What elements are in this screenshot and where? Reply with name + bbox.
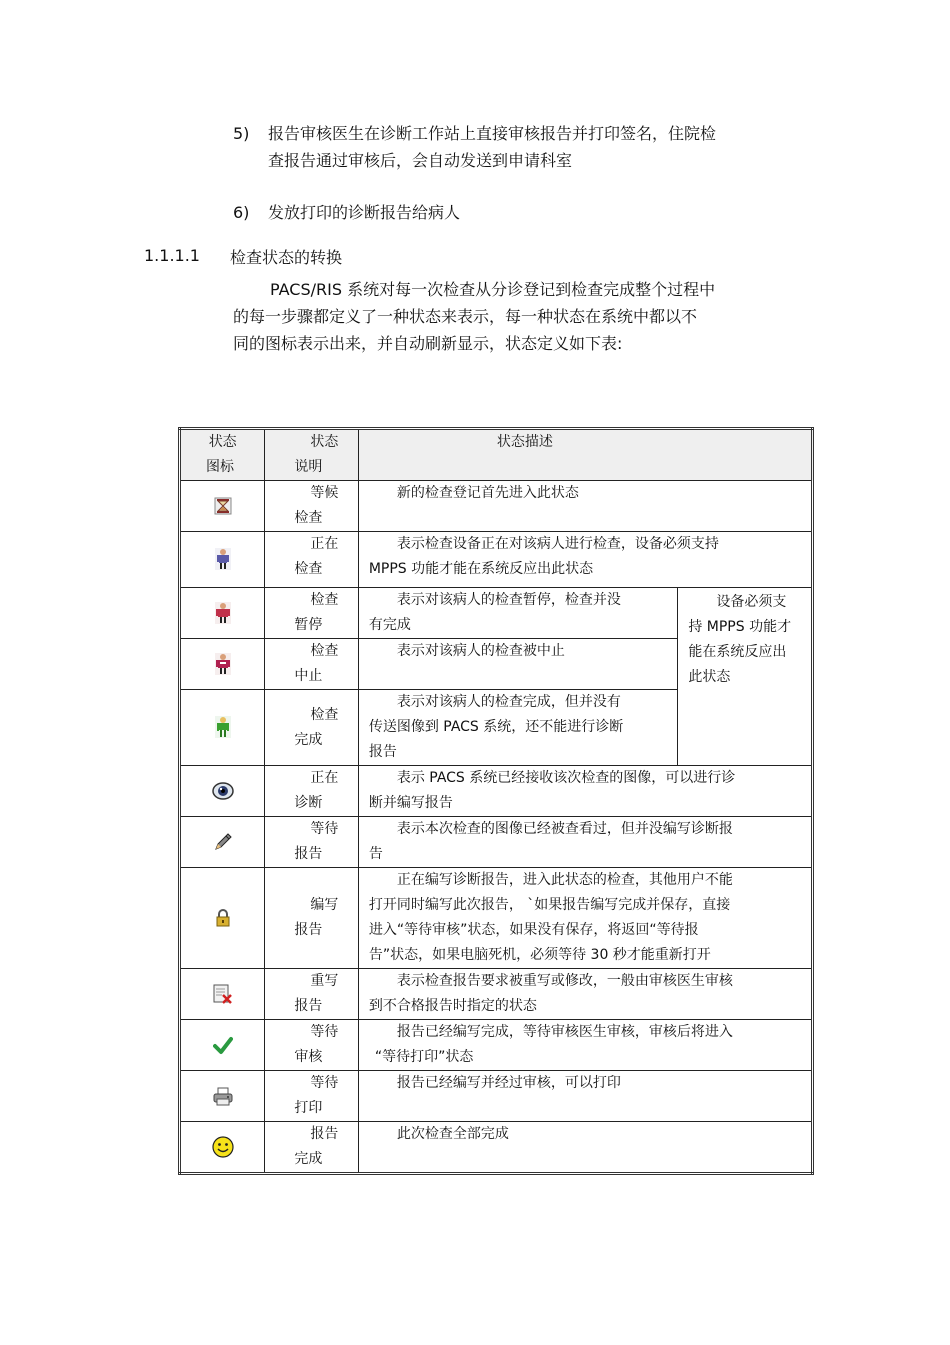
icon-cell bbox=[180, 1071, 265, 1122]
desc-line-1: 表示检查报告要求被重写或修改，一般由审核医生审核 bbox=[396, 973, 733, 989]
side-note-line-3: 能在系统反应出 bbox=[688, 644, 787, 660]
desc-cell bbox=[358, 639, 678, 690]
icon-cell bbox=[180, 639, 265, 690]
desc-line-2: 告 bbox=[368, 846, 383, 862]
label-line-1: 等待 bbox=[310, 1075, 339, 1091]
icon-cell bbox=[180, 766, 265, 817]
label-cell bbox=[265, 1020, 358, 1071]
label-line-1: 重写 bbox=[310, 973, 339, 989]
label-line-2: 报告 bbox=[294, 922, 323, 938]
label-line-2: 中止 bbox=[294, 668, 323, 684]
side-note-line-2: 持 MPPS 功能才 bbox=[688, 619, 792, 635]
item-5-text bbox=[268, 120, 716, 174]
desc-line-3: 报告 bbox=[368, 744, 397, 760]
label-line-2: 报告 bbox=[294, 846, 323, 862]
table-row bbox=[180, 969, 813, 1020]
desc-cell bbox=[358, 481, 812, 532]
label-line-2: 报告 bbox=[294, 998, 323, 1014]
item-6-number: 6) bbox=[233, 203, 250, 222]
item-5-number: 5) bbox=[233, 124, 250, 143]
label-cell bbox=[265, 969, 358, 1020]
desc-line-1: 报告已经编写并经过审核，可以打印 bbox=[396, 1075, 621, 1091]
label-line-1: 等待 bbox=[310, 1024, 339, 1040]
label-cell bbox=[265, 1122, 358, 1174]
table-row bbox=[180, 868, 813, 969]
intro-line-3: 同的图标表示出来，并自动刷新显示，状态定义如下表: bbox=[233, 334, 623, 353]
label-cell bbox=[265, 1071, 358, 1122]
label-line-1: 报告 bbox=[310, 1126, 339, 1142]
table-row bbox=[180, 766, 813, 817]
intro-paragraph bbox=[233, 276, 715, 357]
label-line-2: 检查 bbox=[294, 510, 323, 526]
checkmark-icon bbox=[213, 1035, 233, 1055]
desc-line-2: MPPS 功能才能在系统反应出此状态 bbox=[368, 561, 594, 577]
label-cell bbox=[265, 532, 358, 588]
header-desc-cell: 状态描述 bbox=[358, 429, 812, 481]
pencil-icon bbox=[213, 832, 233, 852]
desc-line-2: 传送图像到 PACS 系统，还不能进行诊断 bbox=[368, 719, 624, 735]
label-line-1: 等待 bbox=[310, 821, 339, 837]
rewrite-icon bbox=[213, 984, 233, 1004]
smiley-icon bbox=[212, 1136, 234, 1158]
section-number: 1.1.1.1 bbox=[144, 246, 200, 265]
desc-cell bbox=[358, 1122, 812, 1174]
icon-cell bbox=[180, 868, 265, 969]
table-row bbox=[180, 588, 813, 639]
label-cell bbox=[265, 868, 358, 969]
label-line-1: 检查 bbox=[310, 592, 339, 608]
desc-cell bbox=[358, 817, 812, 868]
side-note-cell bbox=[678, 588, 813, 766]
label-cell bbox=[265, 766, 358, 817]
table-row bbox=[180, 1020, 813, 1071]
desc-cell bbox=[358, 588, 678, 639]
desc-cell bbox=[358, 969, 812, 1020]
icon-cell bbox=[180, 1020, 265, 1071]
desc-line-1: 新的检查登记首先进入此状态 bbox=[396, 485, 579, 501]
label-line-1: 正在 bbox=[310, 536, 339, 552]
item-5-line-1: 报告审核医生在诊断工作站上直接审核报告并打印签名，住院检 bbox=[268, 124, 717, 143]
icon-cell bbox=[180, 481, 265, 532]
desc-line-4: 告”状态，如果电脑死机，必须等待 30 秒才能重新打开 bbox=[368, 947, 711, 963]
section-title: 检查状态的转换 bbox=[230, 248, 343, 267]
eye-icon bbox=[212, 780, 234, 802]
icon-cell bbox=[180, 588, 265, 639]
label-line-2: 审核 bbox=[294, 1049, 323, 1065]
desc-line-1: 表示本次检查的图像已经被查看过，但并没编写诊断报 bbox=[396, 821, 733, 837]
intro-line-2: 的每一步骤都定义了一种状态来表示，每一种状态在系统中都以不 bbox=[233, 307, 698, 326]
side-note-line-1: 设备必须支 bbox=[716, 594, 787, 610]
desc-line-2: 断并编写报告 bbox=[368, 795, 453, 811]
table-header-row bbox=[180, 429, 813, 481]
icon-cell bbox=[180, 690, 265, 766]
desc-line-2: 到不合格报告时指定的状态 bbox=[368, 998, 537, 1014]
desc-cell bbox=[358, 1071, 812, 1122]
patient-green-icon bbox=[215, 716, 231, 738]
desc-line-1: 正在编写诊断报告，进入此状态的检查，其他用户不能 bbox=[396, 872, 733, 888]
item-6-text bbox=[268, 199, 460, 226]
label-cell bbox=[265, 588, 358, 639]
table-row bbox=[180, 1122, 813, 1174]
desc-cell bbox=[358, 532, 812, 588]
table-row bbox=[180, 532, 813, 588]
desc-line-1: 此次检查全部完成 bbox=[396, 1126, 509, 1142]
item-5-line-2: 查报告通过审核后，会自动发送到申请科室 bbox=[268, 151, 573, 170]
label-line-2: 暂停 bbox=[294, 617, 323, 633]
desc-cell bbox=[358, 690, 678, 766]
item-6-line-1: 发放打印的诊断报告给病人 bbox=[268, 203, 461, 222]
desc-line-1: 表示对该病人的检查被中止 bbox=[396, 643, 565, 659]
label-line-1: 正在 bbox=[310, 770, 339, 786]
patient-blue-icon bbox=[215, 548, 231, 570]
icon-cell bbox=[180, 817, 265, 868]
label-line-2: 检查 bbox=[294, 561, 323, 577]
table-row bbox=[180, 481, 813, 532]
label-line-1: 等候 bbox=[310, 485, 339, 501]
label-line-2: 完成 bbox=[294, 1151, 323, 1167]
header-label-line-1: 状态 bbox=[310, 434, 339, 450]
header-icon-cell bbox=[180, 429, 265, 481]
patient-red-icon bbox=[215, 602, 231, 624]
desc-line-1: 报告已经编写完成，等待审核医生审核，审核后将进入 bbox=[396, 1024, 733, 1040]
desc-line-2: “等待打印”状态 bbox=[374, 1049, 474, 1065]
patient-stopped-icon bbox=[215, 653, 231, 675]
side-note-line-4: 此状态 bbox=[688, 669, 731, 685]
label-line-2: 诊断 bbox=[294, 795, 323, 811]
table-row bbox=[180, 1071, 813, 1122]
icon-cell bbox=[180, 532, 265, 588]
desc-line-1: 表示对该病人的检查完成，但并没有 bbox=[396, 694, 621, 710]
label-line-1: 检查 bbox=[310, 706, 339, 723]
label-line-1: 检查 bbox=[310, 643, 339, 659]
desc-cell bbox=[358, 1020, 812, 1071]
header-icon-line-2: 图标 bbox=[206, 459, 234, 475]
label-cell bbox=[265, 481, 358, 532]
lock-icon bbox=[215, 909, 231, 927]
label-line-2: 完成 bbox=[294, 731, 323, 748]
hourglass-icon bbox=[214, 497, 232, 515]
status-table bbox=[178, 427, 814, 1175]
intro-line-1: PACS/RIS 系统对每一次检查从分诊登记到检查完成整个过程中 bbox=[270, 280, 716, 299]
header-icon-line-1: 状态 bbox=[208, 434, 237, 450]
desc-line-1: 表示对该病人的检查暂停，检查并没 bbox=[396, 592, 621, 608]
header-label-cell bbox=[265, 429, 358, 481]
label-cell bbox=[265, 690, 358, 766]
desc-cell bbox=[358, 868, 812, 969]
printer-icon bbox=[213, 1086, 233, 1106]
label-cell bbox=[265, 639, 358, 690]
icon-cell bbox=[180, 969, 265, 1020]
desc-line-3: 进入“等待审核”状态，如果没有保存，将返回“等待报 bbox=[368, 922, 699, 938]
desc-cell bbox=[358, 766, 812, 817]
desc-line-1: 表示 PACS 系统已经接收该次检查的图像，可以进行诊 bbox=[396, 770, 736, 786]
label-line-1: 编写 bbox=[310, 897, 339, 913]
label-line-2: 打印 bbox=[294, 1100, 323, 1116]
label-cell bbox=[265, 817, 358, 868]
icon-cell bbox=[180, 1122, 265, 1174]
desc-line-2: 打开同时编写此次报告， `如果报告编写完成并保存，直接 bbox=[368, 897, 731, 913]
desc-line-2: 有完成 bbox=[368, 617, 411, 633]
desc-line-1: 表示检查设备正在对该病人进行检查，设备必须支持 bbox=[396, 536, 719, 552]
header-label-line-2: 说明 bbox=[294, 459, 323, 475]
table-row bbox=[180, 817, 813, 868]
